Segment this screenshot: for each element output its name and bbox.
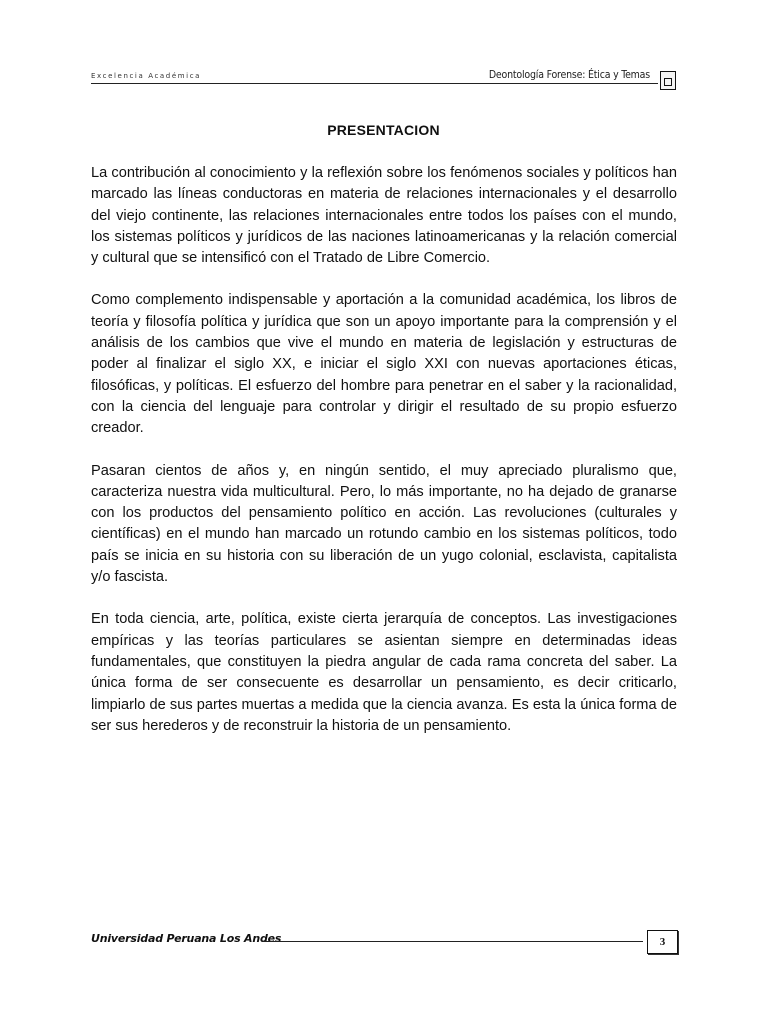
document-body bbox=[91, 163, 677, 758]
page-footer bbox=[91, 928, 678, 958]
page-number: 3 bbox=[659, 936, 666, 948]
page-header bbox=[91, 68, 676, 92]
paragraph-2: Como complemento indispensable y aportación a la comunidad académica, los libros de teoría y filosofía política y jurídica que son un apoyo importante para la comprensión y el análisis de los cambios que vive el mundo en materia de legislación y estructuras de poder al finalizar el siglo XX, e iniciar el siglo XXI con nuevas aportaciones éticas, filosóficas, y políticas. El esfuerzo del hombre para penetrar en el saber y la racionalidad, con la ciencia del lenguaje para controlar y dirigir el resultado de su propio esfuerzo creador. bbox=[91, 292, 677, 437]
header-right-text: Deontología Forense: Ética y Temas bbox=[488, 69, 650, 81]
paragraph-1: La contribución al conocimiento y la reflexión sobre los fenómenos sociales y políticos han marcado las líneas conductoras en materia de relaciones internacionales y el desarrollo del viejo continente, las relaciones internacionales entre todos los países con el mundo, los sistemas políticos y jurídicos de las naciones latinoamericanas y la relación comercial y cultural que se intensificó con el Tratado de Libre Comercio. bbox=[91, 165, 677, 267]
footer-rule bbox=[263, 941, 643, 942]
header-left-text: Excelencia Académica bbox=[91, 72, 202, 80]
header-logo-icon bbox=[660, 71, 676, 90]
paragraph-3: Pasaran cientos de años y, en ningún sentido, el muy apreciado pluralismo que, caracteriza nuestra vida multicultural. Pero, lo más importante, no ha dejado de granarse con los productos del pensamiento político en acción. Las revoluciones (culturales y científicas) en el mundo han marcado un rotundo cambio en los sistemas políticos, todo país se inicia en su historia con su liberación de un yugo colonial, esclavista, capitalista y/o fascista. bbox=[91, 462, 677, 586]
footer-university-name: Universidad Peruana Los Andes bbox=[91, 932, 282, 945]
header-rule bbox=[91, 83, 658, 84]
page-title: PRESENTACION bbox=[327, 122, 440, 138]
page-number-box bbox=[647, 930, 678, 954]
paragraph-4: En toda ciencia, arte, política, existe cierta jerarquía de conceptos. Las investigaciones empíricas y las teorías particulares se asientan siempre en determinadas ideas fundamentales, que constituyen la piedra angular de cada rama concreta del saber. La única forma de ser consecuente es desarrollar un pensamiento, es decir criticarlo, limpiarlo de sus partes muertas a medida que la ciencia avanza. Es esta la única forma de ser sus herederos y de reconstruir la historia de un pensamiento. bbox=[91, 611, 677, 734]
